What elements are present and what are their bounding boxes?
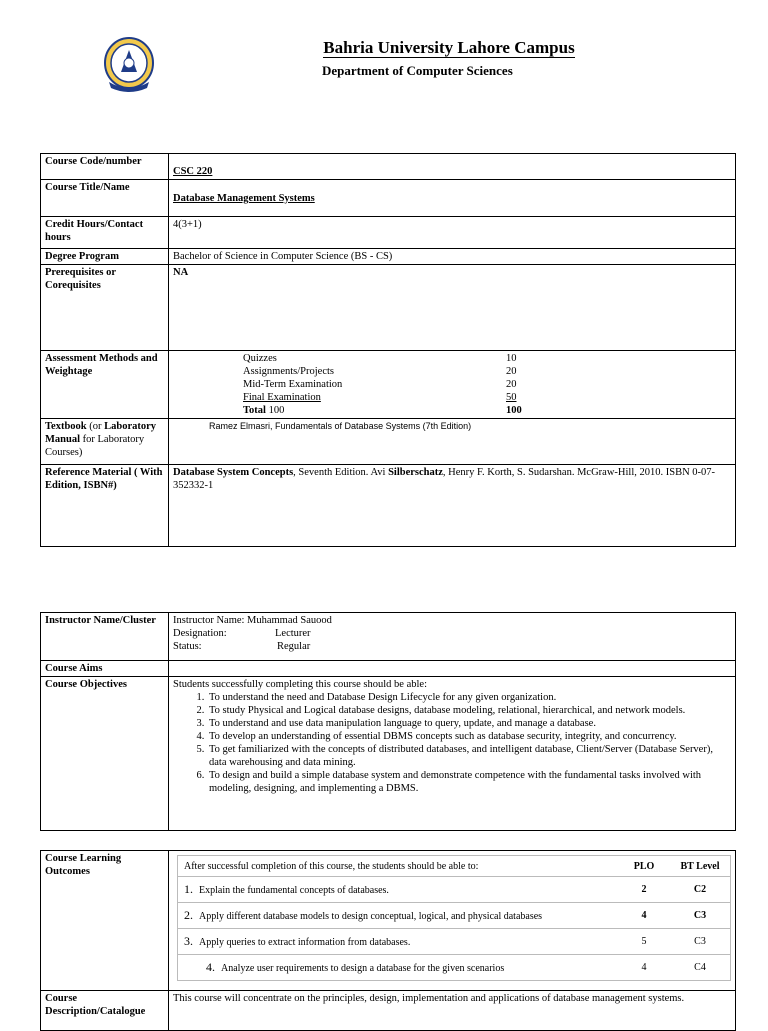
clo-bt: C2 — [670, 877, 731, 903]
prerequisites-label: Prerequisites or Corequisites — [41, 265, 169, 351]
clo-plo: 5 — [618, 929, 670, 955]
textbook-value: Ramez Elmasri, Fundamentals of Database Systems (7th Edition) — [209, 421, 472, 431]
objectives-list — [173, 691, 731, 795]
textbook-cell — [169, 419, 736, 465]
clo-bt: C4 — [670, 955, 731, 981]
course-title-value: Database Management Systems — [173, 193, 315, 204]
degree-program-value: Bachelor of Science in Computer Science (BS - CS) — [169, 249, 736, 265]
instructor-label: Instructor Name/Cluster — [41, 613, 169, 661]
instructor-name-line: Instructor Name: Muhammad Sauood — [173, 615, 332, 626]
assessment-row-quizzes: Quizzes 10 — [243, 353, 517, 364]
clo-plo: 2 — [618, 877, 670, 903]
course-objectives-label: Course Objectives — [41, 677, 169, 831]
course-objectives-cell — [169, 677, 736, 831]
assessment-cell — [169, 351, 736, 419]
reference-value: Database System Concepts, Seventh Edition. Avi Silberschatz, Henry F. Korth, S. Sudarshan. McGraw-Hill, 2010. ISBN 0-07-352332-1 — [169, 465, 736, 547]
clo-row: 4. Analyze user requirements to design a database for the given scenarios 4 C4 — [178, 955, 731, 981]
clo-intro: After successful completion of this course, the students should be able to: — [178, 856, 619, 877]
objectives-intro: Students successfully completing this course should be able: — [173, 679, 427, 690]
course-code-value: CSC 220 — [173, 166, 213, 177]
objective-item: 5. To get familiarized with the concepts of distributed databases, and intelligent database, Client/Server (Database Server), data warehousing and data mining. — [207, 743, 731, 769]
course-info-table — [40, 153, 736, 547]
instructor-table — [40, 612, 736, 831]
credit-hours-value: 4(3+1) — [169, 217, 736, 249]
course-description-value: This course will concentrate on the principles, design, implementation and applications of database management systems. — [169, 991, 736, 1031]
assessment-label: Assessment Methods and Weightage — [41, 351, 169, 419]
objective-item: 6. To design and build a simple database system and demonstrate competence with the fundamental tasks involved with modeling, designing, and implementing a DBMS. — [207, 769, 731, 795]
department-title: Department of Computer Sciences — [322, 63, 513, 78]
course-title-label: Course Title/Name — [41, 180, 169, 217]
assessment-row-assignments: Assignments/Projects 20 — [243, 366, 517, 377]
assessment-row-midterm: Mid-Term Examination 20 — [243, 379, 517, 390]
course-aims-label: Course Aims — [41, 661, 169, 677]
course-code-label: Course Code/number — [41, 154, 169, 180]
objective-item: 2. To study Physical and Logical database designs, database modeling, relational, hierarchical, and network models. — [207, 704, 731, 717]
assessment-row-final: Final Examination 50 — [243, 392, 517, 403]
clo-header-row — [178, 856, 731, 877]
instructor-status-line: Status: Regular — [173, 641, 311, 652]
bt-header: BT Level — [670, 856, 731, 877]
clo-row: 3. Apply queries to extract information from databases. 5 C3 — [178, 929, 731, 955]
clo-label: Course Learning Outcomes — [41, 851, 169, 991]
objective-item: 4. To develop an understanding of essential DBMS concepts such as database security, integrity, and concurrency. — [207, 730, 731, 743]
course-code-cell — [169, 154, 736, 180]
objective-item: 3. To understand and use data manipulation language to query, update, and manage a database. — [207, 717, 731, 730]
course-description-label: Course Description/Catalogue — [41, 991, 169, 1031]
course-aims-value — [169, 661, 736, 677]
university-title: Bahria University Lahore Campus — [323, 38, 575, 57]
credit-hours-label: Credit Hours/Contact hours — [41, 217, 169, 249]
instructor-cell — [169, 613, 736, 661]
reference-label: Reference Material ( With Edition, ISBN#) — [41, 465, 169, 547]
clo-bt: C3 — [670, 903, 731, 929]
clo-inner-table — [177, 855, 731, 981]
clo-table — [40, 850, 736, 1031]
clo-plo: 4 — [618, 955, 670, 981]
degree-program-label: Degree Program — [41, 249, 169, 265]
clo-plo: 4 — [618, 903, 670, 929]
objective-item: 1. To understand the need and Database Design Lifecycle for any given organization. — [207, 691, 731, 704]
clo-row: 1. Explain the fundamental concepts of databases. 2 C2 — [178, 877, 731, 903]
textbook-label: Textbook (or Laboratory Manual for Laboratory Courses) — [41, 419, 169, 465]
instructor-designation-line: Designation: Lecturer — [173, 628, 311, 639]
assessment-row-total: Total 100 100 — [243, 405, 522, 416]
clo-bt: C3 — [670, 929, 731, 955]
plo-header: PLO — [618, 856, 670, 877]
course-title-cell — [169, 180, 736, 217]
clo-row: 2. Apply different database models to design conceptual, logical, and physical databases 4 C3 — [178, 903, 731, 929]
clo-cell — [169, 851, 736, 991]
prerequisites-value: NA — [169, 265, 736, 351]
